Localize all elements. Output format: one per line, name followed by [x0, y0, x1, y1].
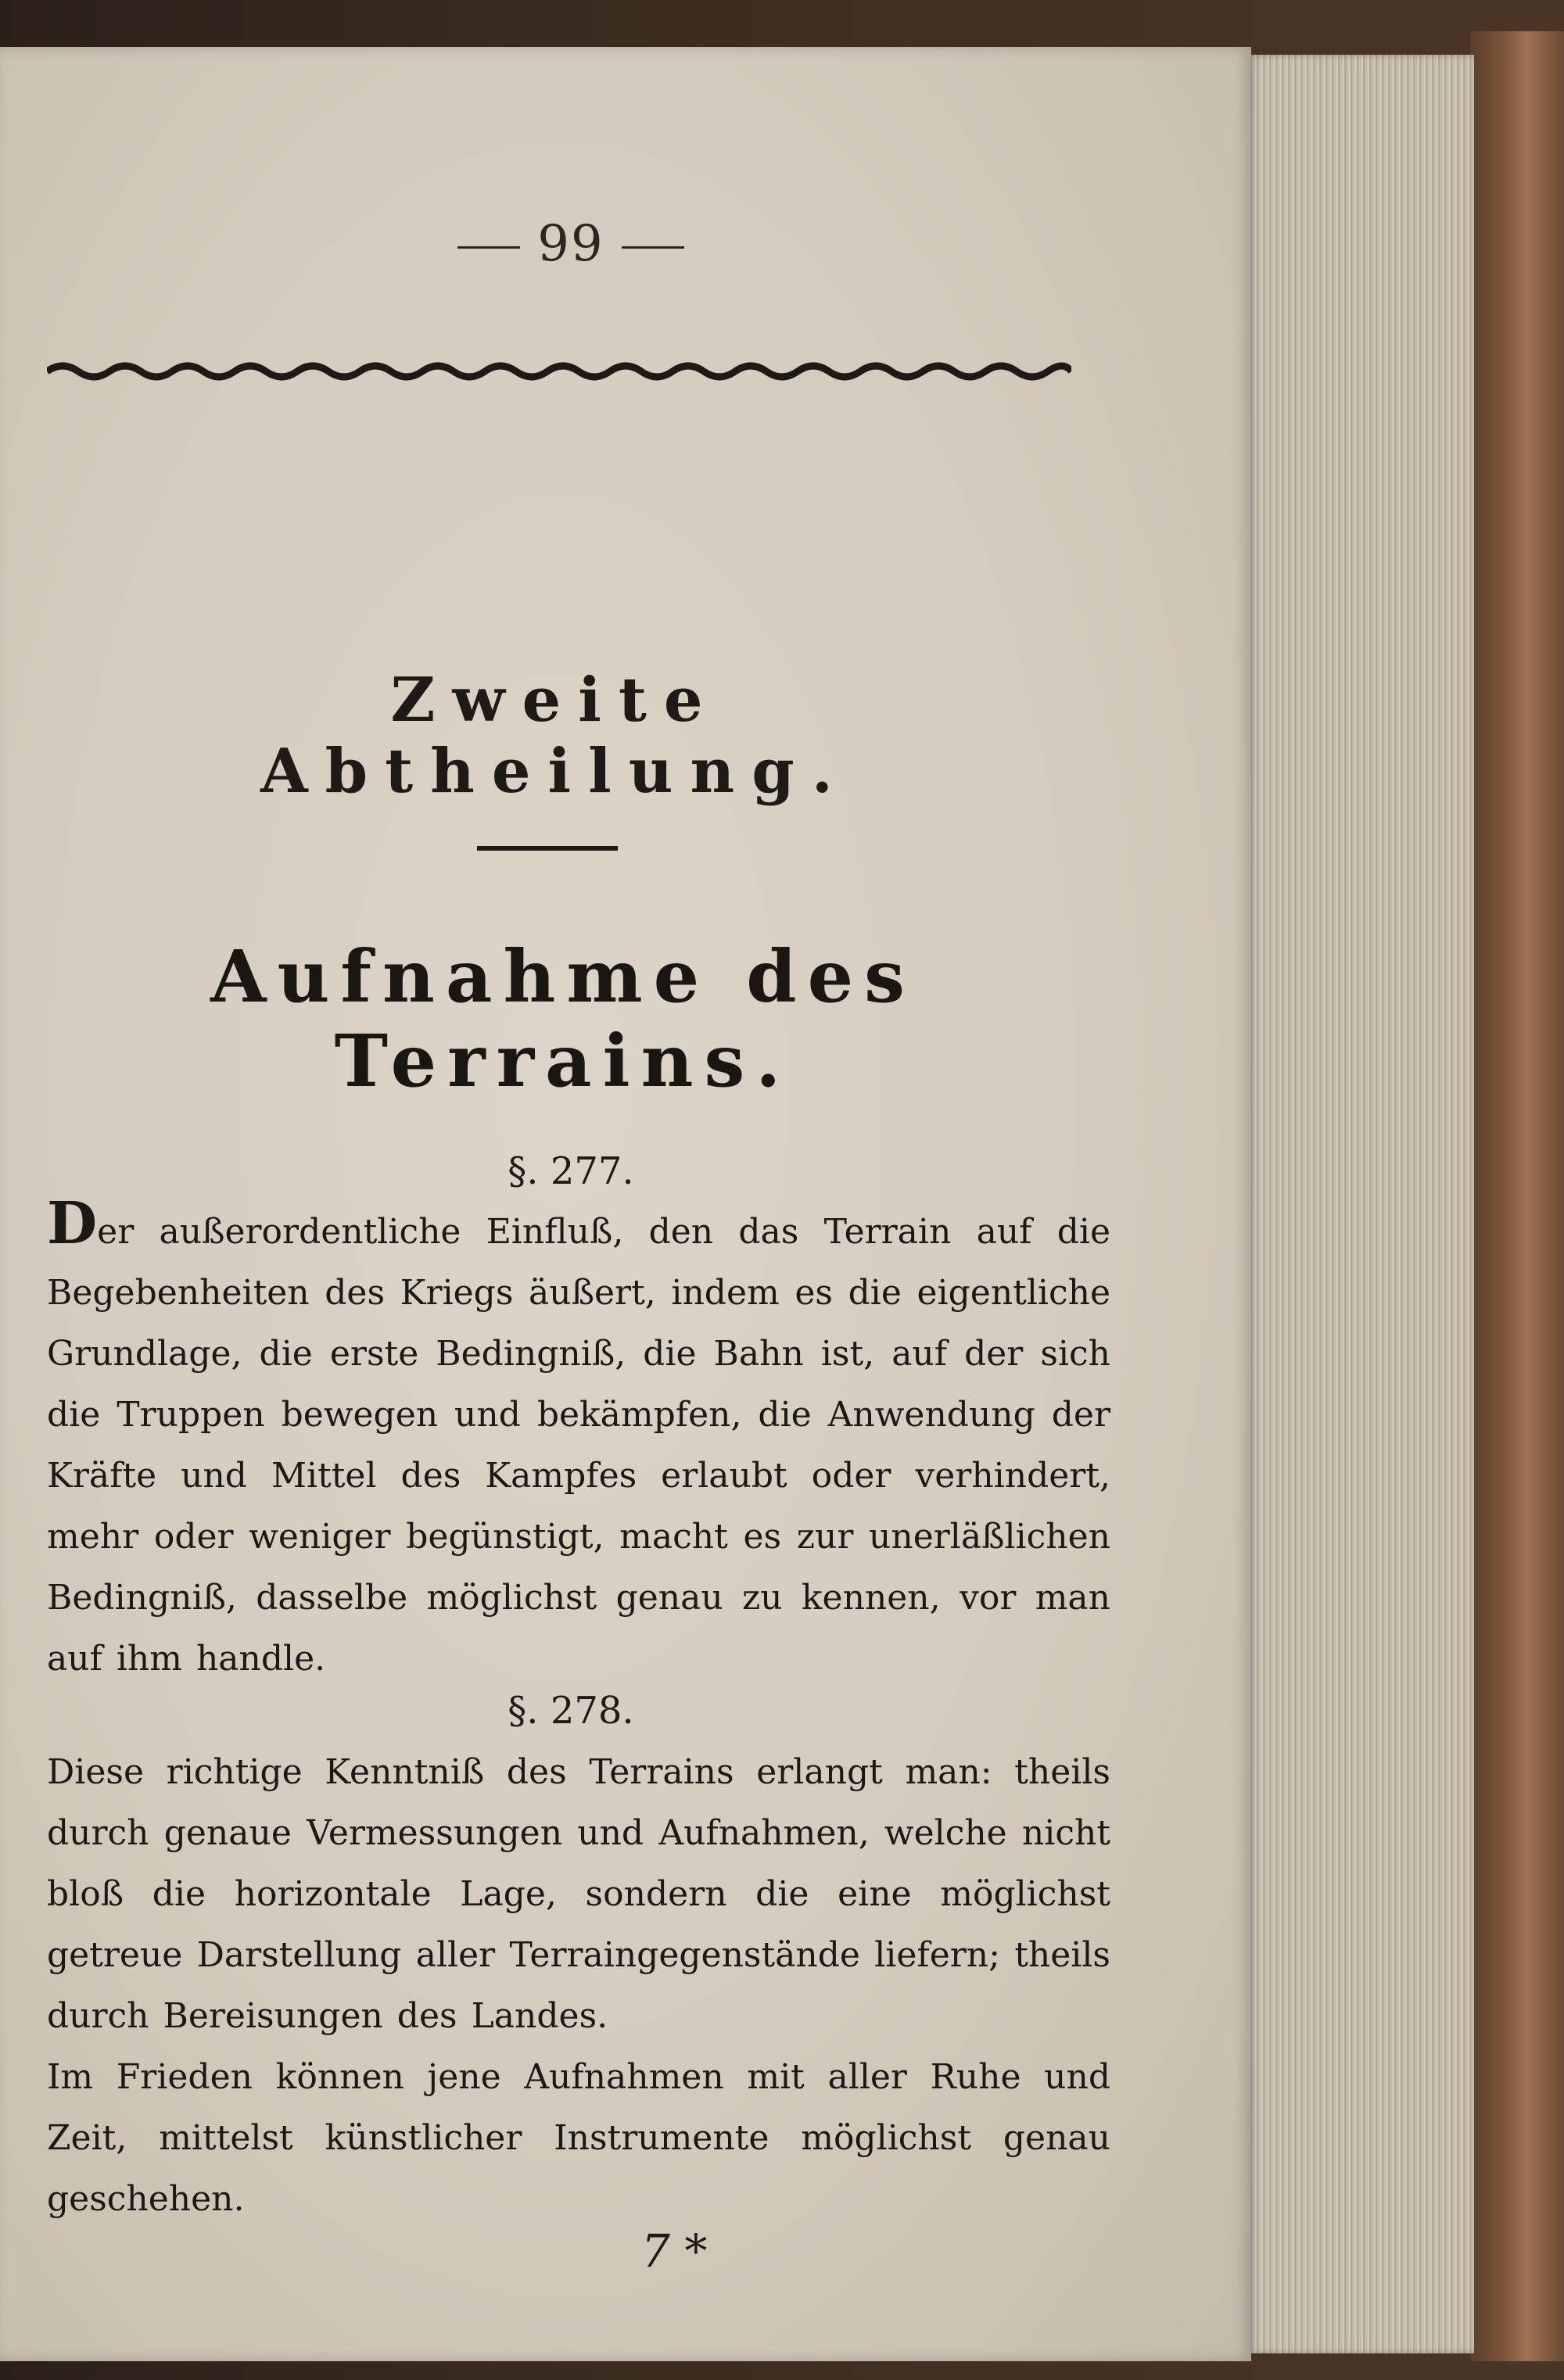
paragraph-number-277: §. 277.: [508, 1149, 634, 1193]
header-dash-left: [457, 246, 520, 249]
part-title: Zweite Abtheilung.: [260, 665, 850, 807]
paragraph-277: [47, 1190, 1110, 1690]
wave-ornament-rule: [47, 356, 1071, 387]
page-header: [407, 215, 735, 273]
book-cover-edge: [1470, 31, 1564, 2361]
header-dash-right: [622, 246, 684, 249]
paragraph-278-text-1: Diese richtige Kenntniß des Terrains erlangt man: theils durch genaue Vermessungen und Aufnahmen, welche nicht bloß die horizontale Lage, sondern die eine möglichst getreue Darstellung aller Terraingegenstände liefern; theils durch Bereisungen des Landes.: [47, 1752, 1110, 2036]
catchword: 7 *: [641, 2224, 708, 2278]
page-block-edges: [1247, 55, 1474, 2353]
page-content: [0, 47, 1251, 2361]
paragraph-number-278: §. 278.: [508, 1689, 634, 1733]
drop-cap: D: [47, 1190, 98, 1257]
paragraph-277-text: er außerordentliche Einfluß, den das Terrain auf die Begebenheiten des Kriegs äußert, indem es die eigentliche Grundlage, die erste Bedingniß, die Bahn ist, auf der sich die Truppen bewegen und bekämpfen, die Anwendung der Kräfte und Mittel des Kampfes erlaubt oder verhindert, mehr oder weniger begünstigt, macht es zur unerläßlichen Bedingniß, dasselbe möglichst genau zu kennen, vor man auf ihm handle.: [47, 1212, 1110, 1679]
part-title-rule: [477, 846, 618, 851]
paragraph-278-text-2: Im Frieden können jene Aufnahmen mit aller Ruhe und Zeit, mittelst künstlicher Instrumente möglichst genau geschehen.: [47, 2057, 1110, 2219]
page-number: 99: [537, 215, 604, 273]
paragraph-278: [47, 1742, 1110, 2230]
book-page: [0, 47, 1251, 2361]
section-title: Aufnahme des Terrains.: [210, 934, 916, 1103]
